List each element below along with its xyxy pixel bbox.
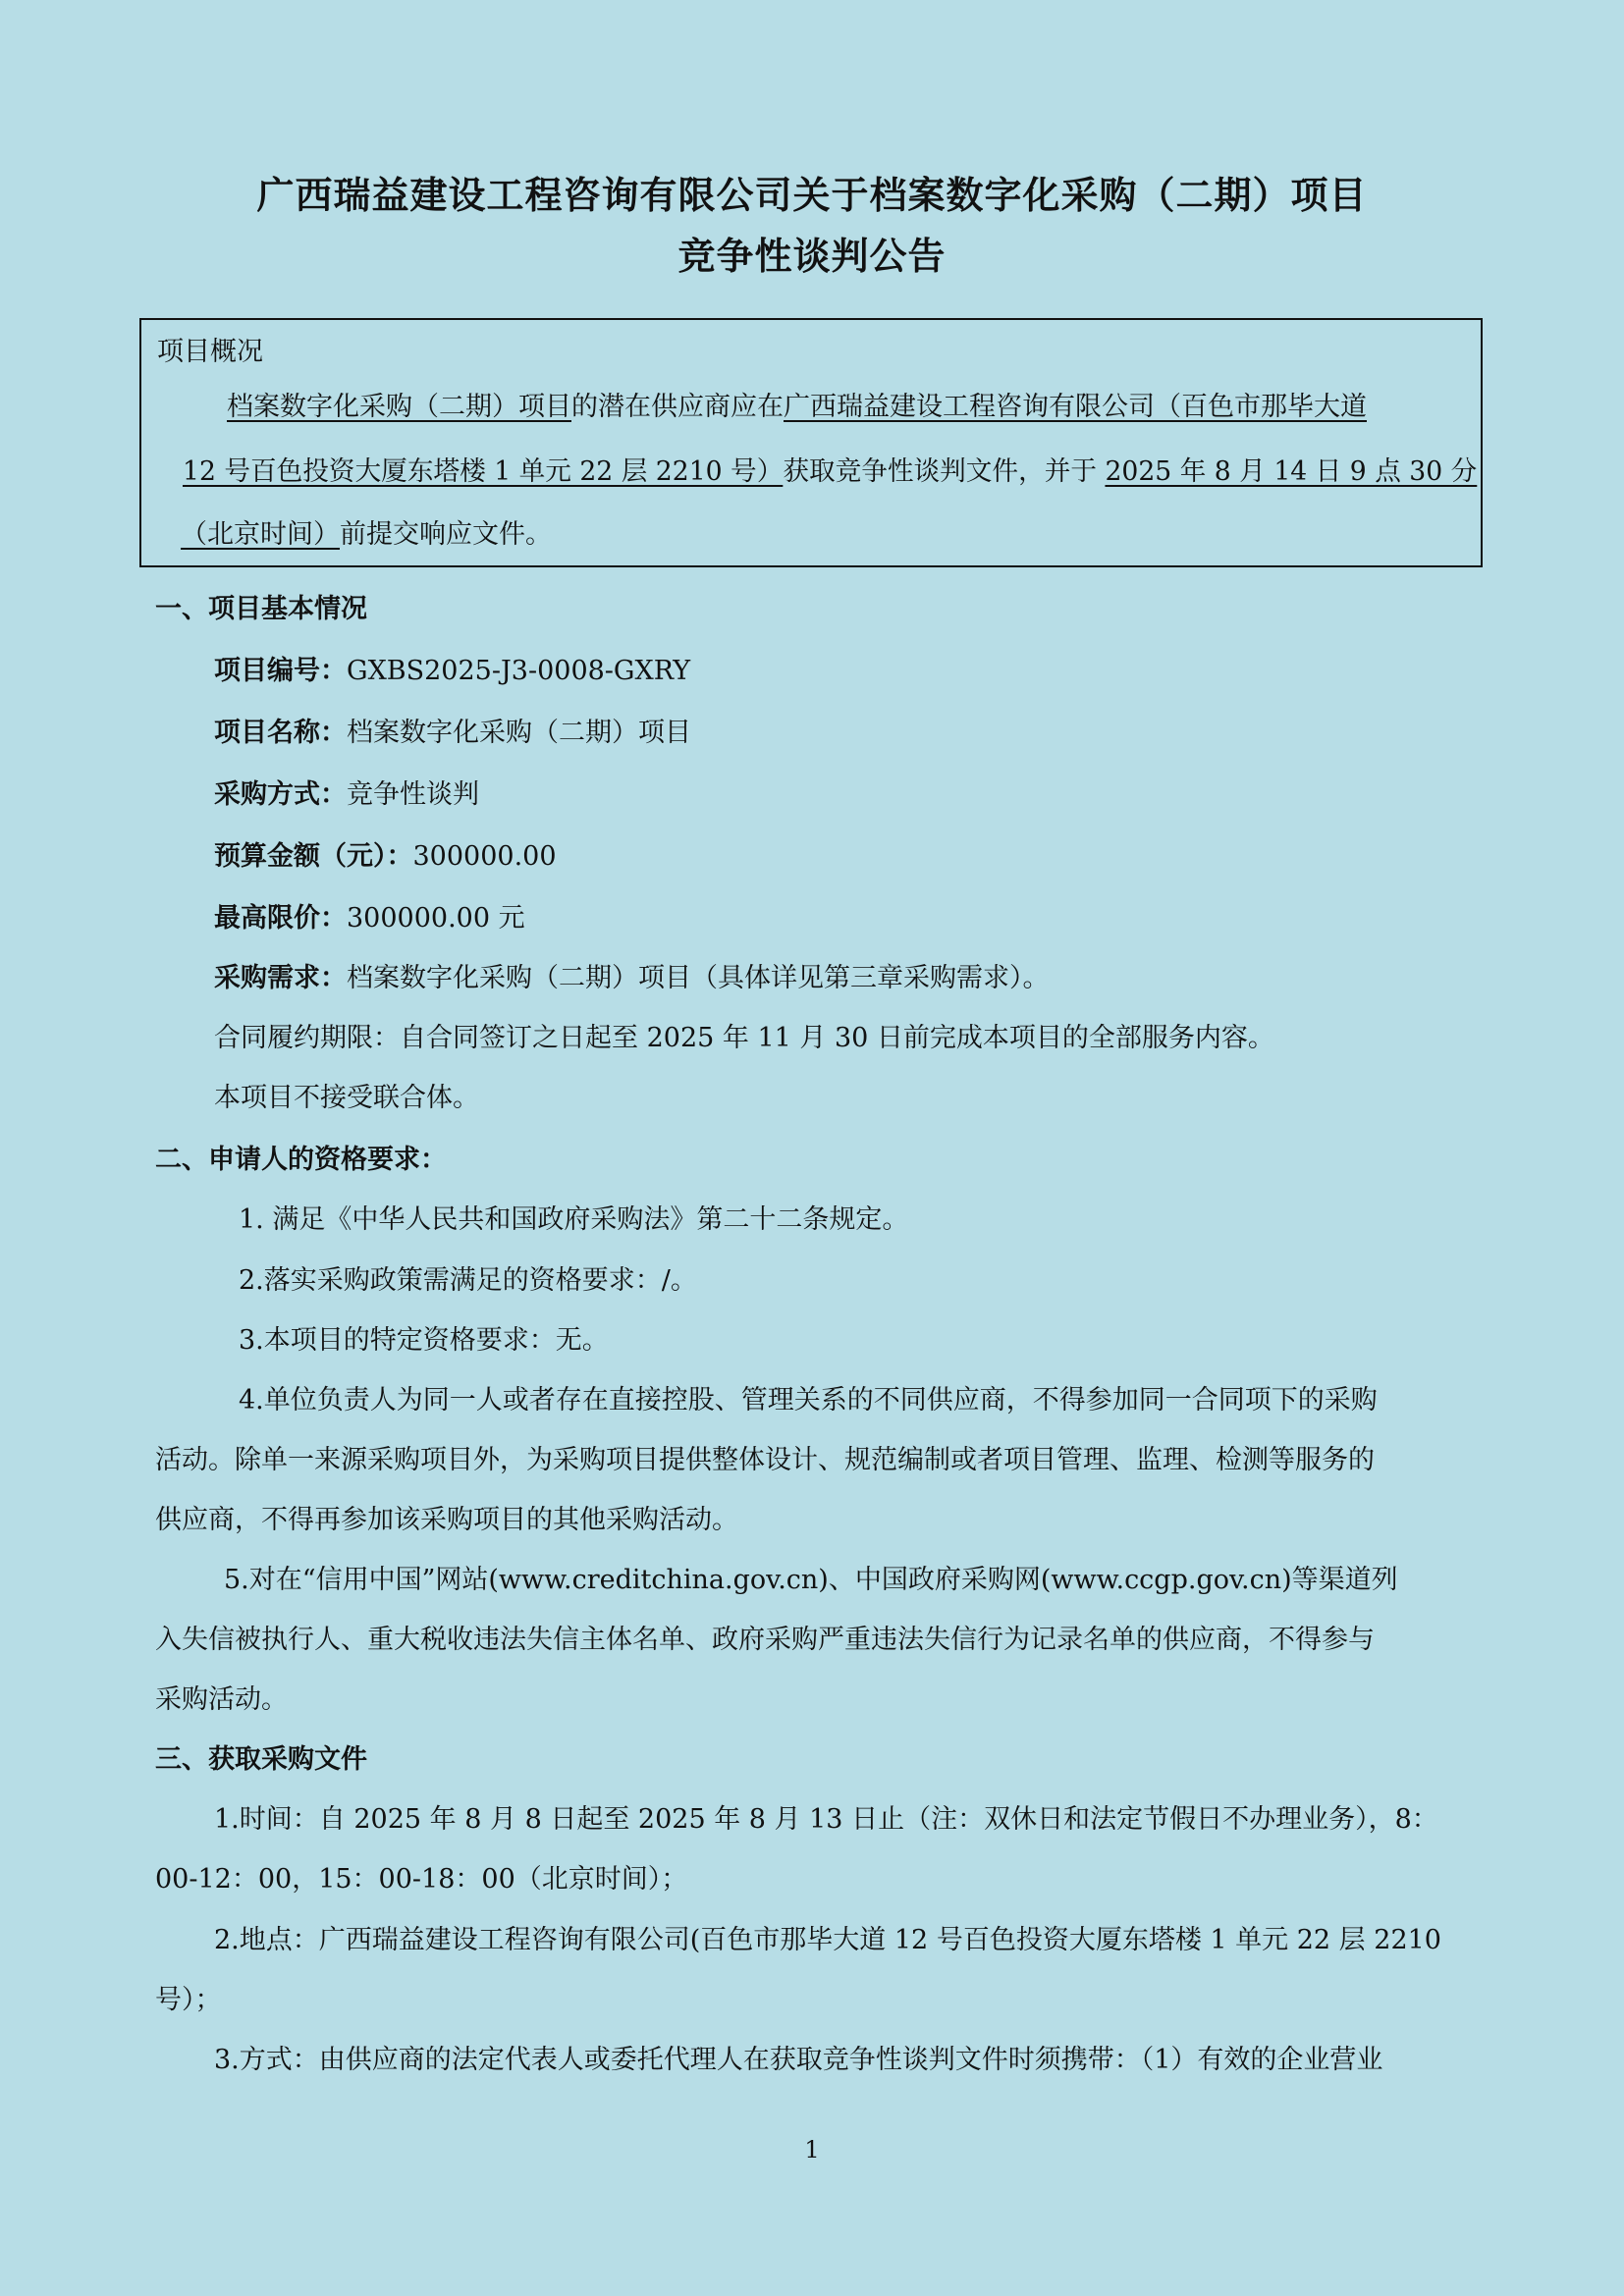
overview-text-b: 获取竞争性谈判文件，并于 [783,456,1106,487]
section1-heading: 一、项目基本情况 [155,594,367,624]
item-budget [214,843,557,870]
requirement-5-line-3: 采购活动。 [155,1684,288,1715]
title-line-2: 竞争性谈判公告 [677,235,947,278]
page-number: 1 [804,2136,820,2163]
requirement-2: 2.落实采购政策需满足的资格要求：/。 [239,1265,697,1296]
item-label: 预算金额（元）： [214,841,413,872]
title-line-1: 广西瑞益建设工程咨询有限公司关于档案数字化采购（二期）项目 [256,174,1368,217]
requirement-4-line-2: 活动。除单一来源采购项目外，为采购项目提供整体设计、规范编制或者项目管理、监理、检测等服务的 [155,1445,1375,1475]
item-label: 项目编号： [214,656,347,686]
consortium-note: 本项目不接受联合体。 [214,1083,479,1113]
overview-project-name: 档案数字化采购（二期）项目 [227,392,571,422]
requirement-5-line-2: 入失信被执行人、重大税收违法失信主体名单、政府采购严重违法失信行为记录名单的供应商，不得参与 [155,1625,1375,1655]
item-value: 档案数字化采购（二期）项目（具体详见第三章采购需求）。 [347,963,1050,993]
obtain-time-line-2: 00-12：00，15：00-18：00（北京时间）； [155,1864,688,1895]
item-value: GXBS2025-J3-0008-GXRY [347,656,691,686]
overview-heading: 项目概况 [157,337,263,367]
section3-heading: 三、获取采购文件 [155,1744,367,1775]
obtain-method-line-1: 3.方式：由供应商的法定代表人或委托代理人在获取竞争性谈判文件时须携带：（1）有效的企业营业 [214,2045,1383,2075]
requirement-1: 1. 满足《中华人民共和国政府采购法》第二十二条规定。 [239,1204,909,1235]
overview-line-1 [227,394,1367,420]
overview-addr-2: 12 号百色投资大厦东塔楼 1 单元 22 层 2210 号） [183,456,784,487]
overview-line-2 [183,458,1477,485]
item-label: 采购方式： [214,779,347,810]
obtain-time-line-1: 1.时间：自 2025 年 8 月 8 日起至 2025 年 8 月 13 日止（注：双休日和法定节假日不办理业务），8： [214,1804,1438,1835]
requirement-4-line-3: 供应商，不得再参加该采购项目的其他采购活动。 [155,1505,738,1535]
item-value: 300000.00 [412,841,557,872]
overview-line-3 [181,521,552,548]
item-value: 竞争性谈判 [347,779,479,810]
item-value: 300000.00 元 [347,903,525,934]
item-project-code [214,658,690,684]
overview-text-a: 的潜在供应商应在 [571,392,784,422]
requirement-3: 3.本项目的特定资格要求：无。 [239,1325,609,1356]
item-max-price [214,905,525,932]
item-label: 采购需求： [214,963,347,993]
overview-timezone: （北京时间） [181,519,340,550]
requirement-4-line-1: 4.单位负责人为同一人或者存在直接控股、管理关系的不同供应商，不得参加同一合同项下的采购 [239,1385,1378,1415]
item-requirements [214,965,1050,991]
item-project-name [214,720,691,746]
item-label: 最高限价： [214,903,347,934]
overview-company: 广西瑞益建设工程咨询有限公司 [784,392,1155,422]
overview-addr-1: （百色市那毕大道 [1155,392,1367,422]
obtain-place-line-2: 号）； [155,1985,222,2015]
obtain-place-line-1: 2.地点：广西瑞益建设工程咨询有限公司(百色市那毕大道 12 号百色投资大厦东塔楼 1 单元 22 层 2210 [214,1925,1441,1955]
section2-heading: 二、申请人的资格要求： [155,1145,447,1175]
requirement-5-line-1: 5.对在“信用中国”网站(www.creditchina.gov.cn)、中国政府采购网(www.ccgp.gov.cn)等渠道列 [224,1565,1398,1595]
item-value: 档案数字化采购（二期）项目 [347,718,691,748]
overview-deadline: 2025 年 8 月 14 日 9 点 30 分 [1105,456,1478,487]
contract-period: 合同履约期限：自合同签订之日起至 2025 年 11 月 30 日前完成本项目的全部服务内容。 [214,1023,1274,1053]
item-label: 项目名称： [214,718,347,748]
item-procurement-method [214,781,479,808]
overview-text-c: 前提交响应文件。 [340,519,552,550]
